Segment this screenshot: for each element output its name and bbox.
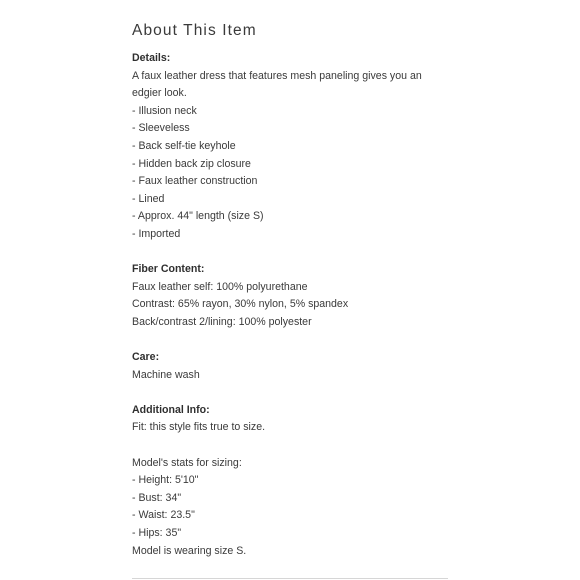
details-bullet: - Faux leather construction [132,175,258,188]
fiber-content-section: Fiber Content: Faux leather self: 100% polyurethane Contrast: 65% rayon, 30% nylon, 5% spandex Back/contrast 2/lining: 100% polyester [132,261,452,331]
details-bullet: - Hidden back zip closure [132,157,251,170]
details-section: Details: A faux leather dress that features mesh paneling gives you an edgier look. - Illusion neck - Sleeveless - Back self-tie keyhole - Hidden back zip closure - Faux leather construction - Lined - Approx. 44" length (size S) - Imported [132,50,452,244]
divider [132,578,448,579]
fiber-content-line: Back/contrast 2/lining: 100% polyester [132,315,312,328]
details-bullet: - Approx. 44" length (size S) [132,210,264,223]
details-bullet: - Imported [132,227,181,240]
fiber-content-heading: Fiber Content [132,263,201,276]
model-stat: - Height: 5'10" [132,474,199,487]
model-stat: - Hips: 35" [132,527,182,540]
details-bullet: - Sleeveless [132,122,190,135]
details-heading: Details [132,52,167,64]
model-stat: - Bust: 34" [132,491,182,504]
care-heading: Care [132,351,156,364]
section-title: About This Item [132,22,257,39]
details-description: A faux leather dress that features mesh paneling gives you an edgier look. [132,69,422,100]
fiber-content-line: Faux leather self: 100% polyurethane [132,280,308,293]
about-this-item-panel [132,20,452,560]
model-size-note: Model is wearing size S. [132,544,247,557]
additional-info-section: Additional Info: Fit: this style fits true to size. Model's stats for sizing: - Height: 5'10" - Bust: 34" - Waist: 23.5" - Hips: 35" Model is wearing size S. [132,402,452,560]
model-stats-heading: Model's stats for sizing: [132,456,242,469]
details-bullet: - Illusion neck [132,104,197,117]
details-bullet: - Lined [132,192,165,205]
care-line: Machine wash [132,368,200,381]
model-stat: - Waist: 23.5" [132,509,195,522]
fiber-content-line: Contrast: 65% rayon, 30% nylon, 5% spandex [132,298,349,311]
fit-note: Fit: this style fits true to size. [132,421,266,434]
care-section: Care: Machine wash [132,349,452,384]
details-bullet: - Back self-tie keyhole [132,139,236,152]
additional-info-heading: Additional Info [132,403,207,416]
